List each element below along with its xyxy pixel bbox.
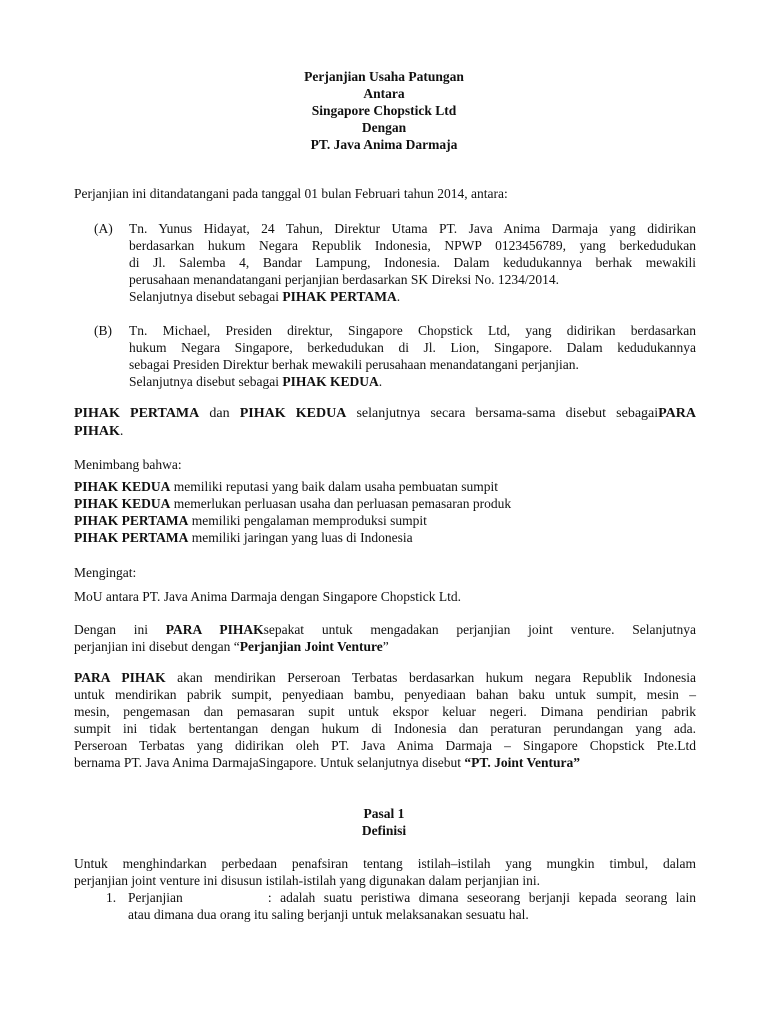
party-a-marker: (A)	[94, 221, 113, 236]
pasal-heading	[0, 805, 768, 839]
dengan-ini-line	[74, 638, 696, 655]
dengan-ini-line	[74, 621, 696, 638]
text: memiliki reputasi yang baik dalam usaha pembuatan sumpit	[170, 479, 499, 494]
text: .	[119, 424, 124, 439]
bold-term: PIHAK KEDUA	[239, 406, 347, 421]
mengingat-heading: Mengingat:	[74, 565, 137, 580]
menimbang-item	[74, 478, 696, 495]
text: memerlukan perluasan usaha dan perluasan pemasaran produk	[170, 496, 512, 511]
party-b-line: hukum Negara Singapore, berkedudukan di Jl. Lion, Singapore. Dalam kedudukannya	[129, 340, 696, 355]
party-b-line	[129, 373, 696, 390]
party-b-line: sebagai Presiden Direktur berhak mewakili perusahaan menandatangani perjanjian.	[129, 357, 579, 372]
menimbang-heading: Menimbang bahwa:	[74, 457, 182, 472]
text: akan mendirikan Perseroan Terbatas berdasarkan hukum negara Republik Indonesia	[165, 670, 696, 685]
mengingat-text: MoU antara PT. Java Anima Darmaja dengan Singapore Chopstick Ltd.	[74, 589, 462, 604]
pendirian-paragraph	[74, 669, 696, 771]
text: perjanjian ini disebut dengan “	[74, 639, 240, 654]
para-pihak-line	[74, 423, 696, 441]
para-pihak-line	[74, 405, 696, 423]
party-a-body	[129, 220, 696, 305]
menimbang-item	[74, 495, 696, 512]
bold-term: PARA PIHAK	[165, 622, 264, 637]
menimbang-item	[74, 512, 696, 529]
text: bernama PT. Java Anima DarmajaSingapore. Untuk selanjutnya disebut	[74, 755, 465, 770]
party-b-role: PIHAK KEDUA	[282, 374, 379, 389]
definisi-intro-line: Untuk menghindarkan perbedaan penafsiran tentang istilah–istilah yang mungkin timbul, dalam	[74, 856, 696, 871]
pendirian-line: Perseroan Terbatas yang didirikan oleh PT. Java Anima Darmaja – Singapore Chopstick Pte.Ltd	[74, 738, 696, 753]
bold-term: PIHAK KEDUA	[74, 479, 171, 494]
party-b-line: Tn. Michael, Presiden direktur, Singapore Chopstick Ltd, yang didirikan berdasarkan	[129, 323, 696, 338]
title-line: Perjanjian Usaha Patungan	[304, 69, 464, 84]
pendirian-line	[74, 669, 696, 686]
text: sepakat untuk mengadakan perjanjian joint venture. Selanjutnya	[263, 622, 696, 637]
party-b-marker: (B)	[94, 323, 112, 338]
title-line: Dengan	[361, 120, 407, 135]
party-a-line: perusahaan menandatangani perjanjian berdasarkan SK Direksi No. 1234/2014.	[129, 272, 559, 287]
pendirian-line: sumpit ini tidak bertentangan dengan hukum di Indonesia dan peraturan perundangan yang ada.	[74, 721, 696, 736]
title-line: Singapore Chopstick Ltd	[311, 103, 457, 118]
definisi-item-body	[128, 889, 696, 923]
party-b-text: .	[378, 374, 383, 389]
bold-term: PIHAK PERTAMA	[74, 530, 189, 545]
dengan-ini-paragraph	[74, 621, 696, 655]
pendirian-line: mesin, pengemasan dan pemasaran supit untuk ekspor keluar negeri. Dimana pendirian pabrik	[74, 704, 696, 719]
party-a-line: di Jl. Salemba 4, Bandar Lampung, Indonesia. Dalam kedudukannya berhak mewakili	[129, 255, 696, 270]
definisi-item-line: Perjanjian : adalah suatu peristiwa dimana seseorang berjanji kepada seorang lain	[128, 890, 696, 905]
bold-term: PARA PIHAK	[74, 670, 166, 685]
definisi-intro-line: perjanjian joint venture ini disusun istilah-istilah yang digunakan dalam perjanjian ini.	[74, 873, 541, 888]
para-pihak-paragraph	[74, 405, 696, 441]
definisi-item-marker: 1.	[106, 890, 117, 905]
bold-term: PIHAK KEDUA	[74, 496, 171, 511]
title-line: PT. Java Anima Darmaja	[310, 137, 458, 152]
bold-term: PIHAK PERTAMA	[74, 513, 189, 528]
menimbang-list	[74, 478, 696, 546]
definisi-item-line: atau dimana dua orang itu saling berjanji untuk melaksanakan sesuatu hal.	[128, 907, 529, 922]
party-a-line	[129, 288, 696, 305]
party-b-text: Selanjutnya disebut sebagai	[129, 374, 283, 389]
bold-term: PARA	[658, 406, 696, 421]
text: ”	[382, 639, 389, 654]
party-b-body	[129, 322, 696, 390]
text: Dengan ini	[74, 622, 166, 637]
definisi-intro	[74, 855, 696, 889]
bold-term: PIHAK	[74, 424, 120, 439]
text: selanjutnya secara bersama-sama disebut sebagai	[346, 406, 659, 421]
party-a-text: Selanjutnya disebut sebagai	[129, 289, 283, 304]
party-a-role: PIHAK PERTAMA	[282, 289, 397, 304]
bold-term: Perjanjian Joint Venture	[239, 639, 383, 654]
pasal-number: Pasal 1	[363, 806, 405, 821]
party-a-text: .	[396, 289, 401, 304]
text: dan	[199, 406, 240, 421]
party-a-line: Tn. Yunus Hidayat, 24 Tahun, Direktur Utama PT. Java Anima Darmaja yang didirikan	[129, 221, 696, 236]
intro-paragraph: Perjanjian ini ditandatangani pada tanggal 01 bulan Februari tahun 2014, antara:	[74, 186, 508, 201]
menimbang-item	[74, 529, 696, 546]
document-title	[0, 68, 768, 153]
text: memiliki jaringan yang luas di Indonesia	[188, 530, 413, 545]
pendirian-line	[74, 754, 696, 771]
party-a-line: berdasarkan hukum Negara Republik Indonesia, NPWP 0123456789, yang berkedudukan	[129, 238, 696, 253]
bold-term: PIHAK PERTAMA	[74, 406, 200, 421]
bold-term: “PT. Joint Ventura”	[464, 755, 581, 770]
pasal-name: Definisi	[361, 823, 407, 838]
title-line: Antara	[363, 86, 405, 101]
pendirian-line: untuk mendirikan pabrik sumpit, penyediaan bambu, penyediaan bahan baku untuk sumpit, mesin –	[74, 687, 696, 702]
text: memiliki pengalaman memproduksi sumpit	[188, 513, 427, 528]
